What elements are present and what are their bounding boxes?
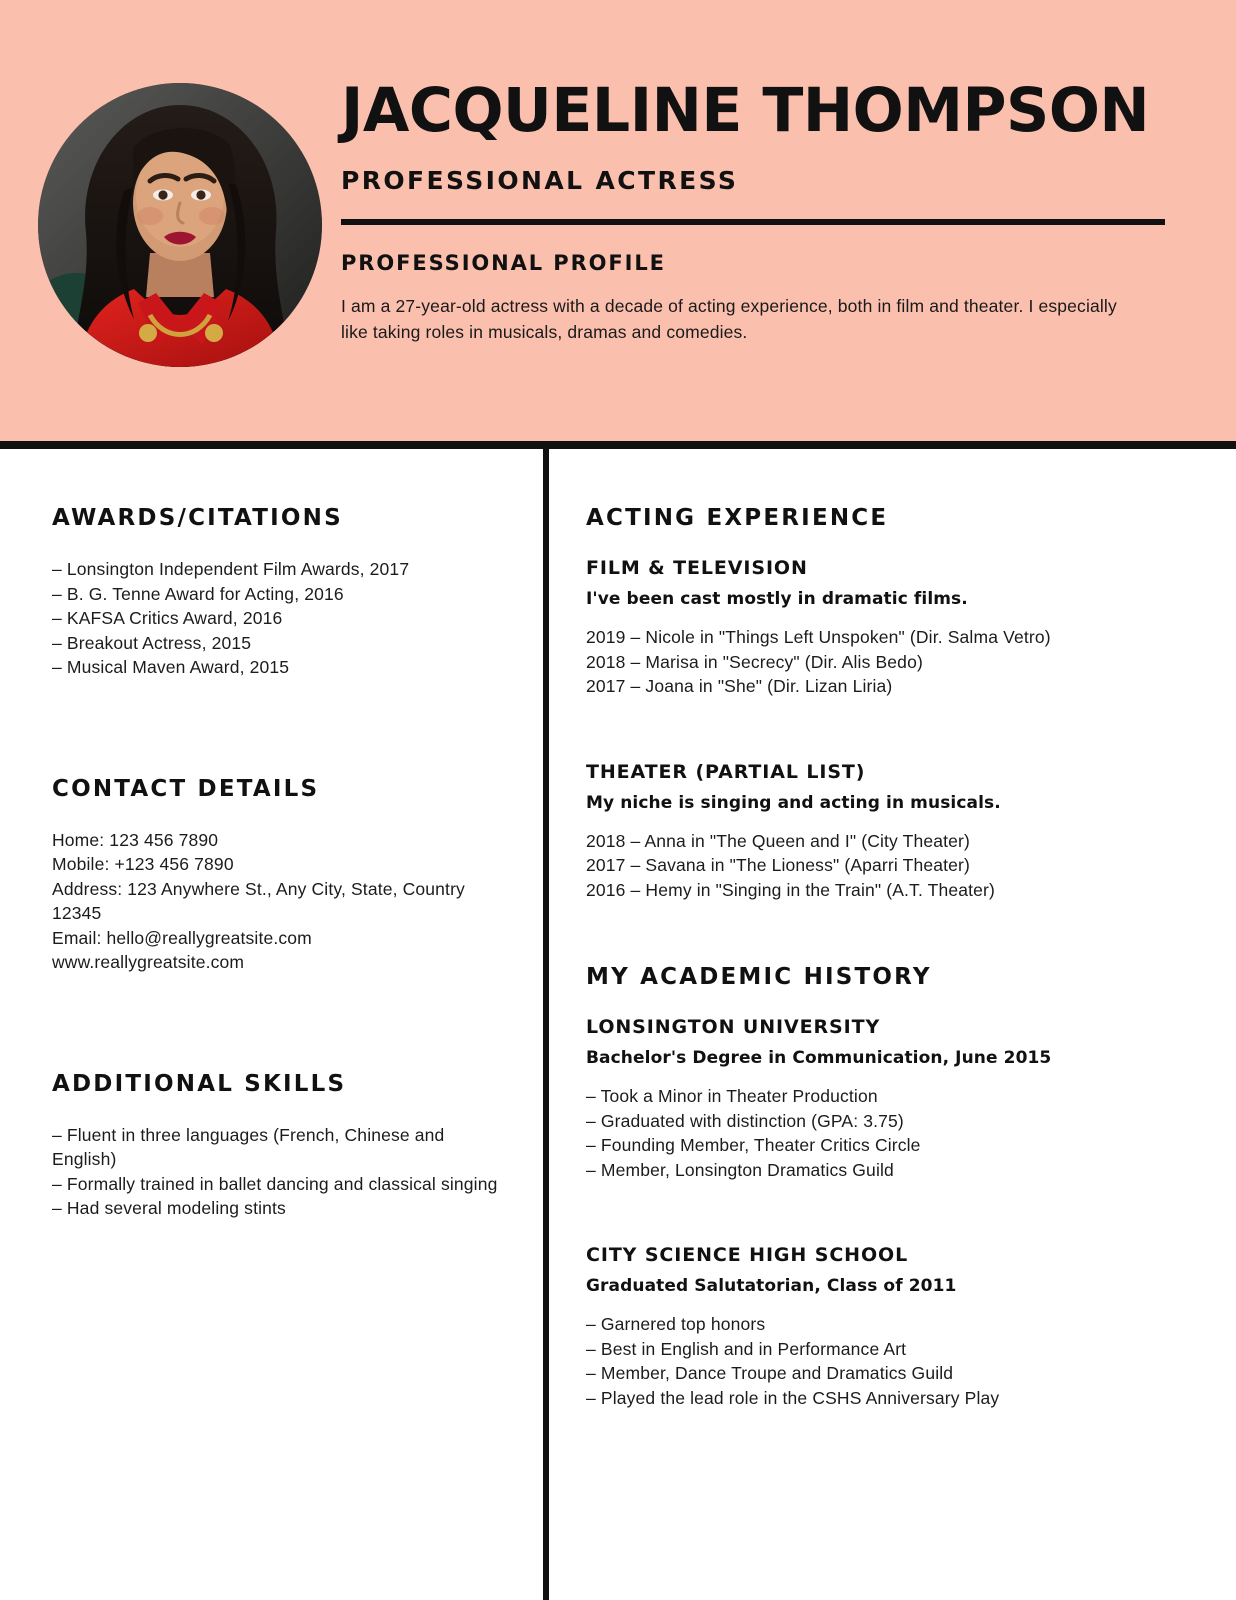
- spacer: [52, 975, 504, 1071]
- list-item: – KAFSA Critics Award, 2016: [52, 608, 283, 628]
- list-item: – Played the lead role in the CSHS Anniversary Play: [586, 1387, 1000, 1408]
- list-item: – Garnered top honors: [586, 1314, 766, 1334]
- left-column: [52, 505, 504, 1221]
- contact-website[interactable]: www.reallygreatsite.com: [52, 952, 245, 972]
- professional-profile-text: I am a 27-year-old actress with a decade of acting experience, both in film and theater. I especially like taking roles in musicals, dramas and comedies.: [341, 296, 1117, 342]
- avatar: [38, 83, 322, 367]
- list-item: – Member, Lonsington Dramatics Guild: [586, 1159, 894, 1180]
- university-degree: Bachelor's Degree in Communication, June 2015: [586, 1048, 1052, 1068]
- list-item: – Member, Dance Troupe and Dramatics Guild: [586, 1363, 954, 1383]
- section-academic-history: [586, 964, 1096, 1410]
- list-item: – B. G. Tenne Award for Acting, 2016: [52, 583, 344, 604]
- spacer: [586, 1182, 1096, 1244]
- job-title: PROFESSIONAL ACTRESS: [341, 166, 739, 195]
- subsection-film-television: [586, 557, 1096, 699]
- portrait-photo-icon: [38, 83, 322, 367]
- contact-mobile: Mobile: +123 456 7890: [52, 854, 234, 874]
- subsection-university: [586, 1016, 1096, 1182]
- list-item: – Musical Maven Award, 2015: [52, 657, 290, 677]
- academic-history-title: MY ACADEMIC HISTORY: [586, 964, 932, 990]
- list-item: – Graduated with distinction (GPA: 3.75): [586, 1110, 904, 1131]
- section-awards: [52, 505, 504, 680]
- list-item: – Took a Minor in Theater Production: [586, 1086, 878, 1106]
- list-item: – Founding Member, Theater Critics Circle: [586, 1135, 921, 1155]
- subsection-theater: [586, 761, 1096, 903]
- section-contact: [52, 776, 504, 975]
- resume-header-band: [0, 0, 1236, 441]
- spacer: [586, 699, 1096, 761]
- spacer: [52, 680, 504, 776]
- theater-subtitle: THEATER (PARTIAL LIST): [586, 760, 866, 783]
- high-school-name: CITY SCIENCE HIGH SCHOOL: [586, 1244, 909, 1266]
- header-divider-rule: [341, 219, 1165, 225]
- list-item: – Best in English and in Performance Art: [586, 1338, 907, 1359]
- contact-home: Home: 123 456 7890: [52, 829, 219, 850]
- high-school-items: [586, 1312, 1096, 1410]
- university-items: [586, 1084, 1096, 1182]
- column-divider: [543, 449, 549, 1600]
- contact-list: [52, 828, 504, 975]
- section-skills: [52, 1071, 504, 1221]
- section-acting-experience: [586, 505, 1096, 902]
- list-item: – Breakout Actress, 2015: [52, 632, 252, 653]
- list-item: – Had several modeling stints: [52, 1198, 286, 1218]
- contact-address: Address: 123 Anywhere St., Any City, State, Country 12345: [52, 878, 465, 923]
- theater-note: My niche is singing and acting in musicals.: [586, 792, 1001, 813]
- awards-title: AWARDS/CITATIONS: [52, 505, 343, 531]
- subsection-high-school: [586, 1244, 1096, 1410]
- list-item: 2018 – Marisa in "Secrecy" (Dir. Alis Bedo): [586, 651, 923, 672]
- skills-list: [52, 1123, 504, 1221]
- list-item: 2018 – Anna in "The Queen and I" (City Theater): [586, 830, 970, 851]
- theater-entries: [586, 829, 1096, 903]
- skills-title: ADDITIONAL SKILLS: [52, 1070, 347, 1097]
- list-item: – Formally trained in ballet dancing and classical singing: [52, 1173, 498, 1194]
- awards-list: [52, 557, 504, 680]
- film-entries: [586, 625, 1096, 699]
- professional-profile-heading: PROFESSIONAL PROFILE: [341, 251, 666, 275]
- right-column: [586, 505, 1096, 1410]
- header-bottom-bar: [0, 441, 1236, 449]
- high-school-degree: Graduated Salutatorian, Class of 2011: [586, 1276, 957, 1296]
- contact-email[interactable]: Email: hello@reallygreatsite.com: [52, 927, 312, 948]
- list-item: 2017 – Savana in "The Lioness" (Aparri Theater): [586, 855, 970, 875]
- list-item: – Lonsington Independent Film Awards, 2017: [52, 559, 410, 579]
- list-item: 2016 – Hemy in "Singing in the Train" (A.T. Theater): [586, 879, 995, 900]
- header-text-block: [341, 75, 1167, 345]
- page-title: JACQUELINE THOMPSON: [341, 75, 1150, 146]
- film-note: I've been cast mostly in dramatic films.: [586, 589, 968, 609]
- acting-experience-title: ACTING EXPERIENCE: [586, 505, 889, 531]
- contact-title: CONTACT DETAILS: [52, 775, 320, 802]
- list-item: 2019 – Nicole in "Things Left Unspoken" (Dir. Salma Vetro): [586, 627, 1051, 647]
- list-item: 2017 – Joana in "She" (Dir. Lizan Liria): [586, 676, 893, 696]
- list-item: – Fluent in three languages (French, Chinese and English): [52, 1124, 445, 1169]
- film-subtitle: FILM & TELEVISION: [586, 557, 808, 579]
- spacer: [586, 902, 1096, 964]
- university-name: LONSINGTON UNIVERSITY: [586, 1016, 881, 1038]
